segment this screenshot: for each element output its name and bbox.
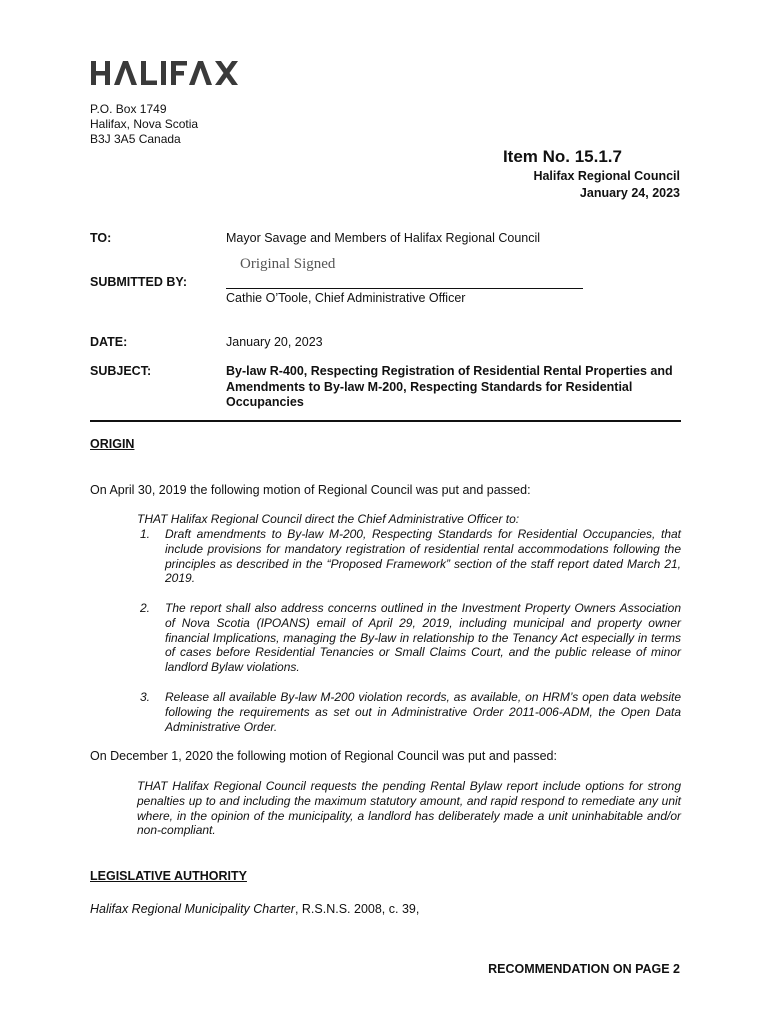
charter-title: Halifax Regional Municipality Charter — [90, 902, 295, 916]
date-value: January 20, 2023 — [226, 335, 323, 349]
address-line: B3J 3A5 Canada — [90, 132, 181, 146]
submitted-by-value: Cathie O’Toole, Chief Administrative Officer — [226, 291, 466, 305]
subject-value: By-law R-400, Respecting Registration of Residential Rental Properties and Amendments to By-law M-200, Respecting Standards for Residential Occupancies — [226, 364, 673, 409]
to-value: Mayor Savage and Members of Halifax Regional Council — [226, 231, 541, 245]
item-number-label: 2. — [140, 601, 151, 615]
meeting-info — [533, 168, 680, 202]
header-divider — [90, 420, 681, 422]
signature-line — [226, 288, 583, 289]
item-text: The report shall also address concerns outlined in the Investment Property Owners Association of Nova Scotia (IPOANS) email of April 29, 2019, including municipal and property owner financial Implications, managing the By-law in relationship to the Tenancy Act especially in terms of cases before Residential Tenancies or Small Claims Court, and the public release of minor landlord Bylaw violations. — [165, 601, 681, 675]
recommendation-page-note: RECOMMENDATION ON PAGE 2 — [488, 962, 680, 976]
subject-label: SUBJECT: — [90, 364, 152, 378]
legislative-authority-heading: LEGISLATIVE AUTHORITY — [90, 869, 247, 883]
item-text: Release all available By-law M-200 violation records, as available, on HRM’s open data website following the requirements as set out in Administrative Order 2011-006-ADM, the Open Data Administrative Order. — [165, 690, 681, 734]
halifax-logo — [90, 58, 240, 88]
charter-cite: , R.S.N.S. 2008, c. 39, — [294, 902, 420, 916]
motion-2019-item — [137, 601, 681, 675]
motion-2020: THAT Halifax Regional Council requests the pending Rental Bylaw report include options for strong penalties up to and including the maximum statutory amount, and rapid respond to remediate any unit where, in the opinion of the municipality, a landlord has deliberately made a unit uninhabitable and/or non-compliant. — [137, 779, 681, 838]
origin-intro-2019: On April 30, 2019 the following motion of Regional Council was put and passed: — [90, 483, 531, 497]
mailing-address — [90, 102, 198, 147]
submitted-by-label: SUBMITTED BY: — [90, 275, 187, 289]
item-text: Draft amendments to By-law M-200, Respecting Standards for Residential Occupancies, that include provisions for mandatory registration of residential rental accommodations following the principles as described in the “Proposed Framework” section of the staff report dated March 21, 2019. — [165, 527, 681, 586]
address-line: Halifax, Nova Scotia — [90, 117, 199, 131]
item-number-label: 3. — [140, 690, 151, 704]
item-number-label: 1. — [140, 527, 151, 541]
original-signed-note: Original Signed — [240, 256, 336, 272]
address-line: P.O. Box 1749 — [90, 102, 167, 116]
to-label: TO: — [90, 231, 112, 245]
motion-2019-item — [137, 690, 681, 734]
council-name: Halifax Regional Council — [533, 169, 680, 183]
item-number: Item No. 15.1.7 — [502, 147, 622, 166]
origin-intro-2020: On December 1, 2020 the following motion of Regional Council was put and passed: — [90, 749, 557, 763]
motion-2019-lead: THAT Halifax Regional Council direct the Chief Administrative Officer to: — [137, 512, 520, 526]
charter-citation — [90, 902, 681, 917]
date-label: DATE: — [90, 335, 128, 349]
motion-2019-item — [137, 527, 681, 586]
origin-heading: ORIGIN — [90, 437, 135, 451]
meeting-date: January 24, 2023 — [579, 186, 680, 200]
